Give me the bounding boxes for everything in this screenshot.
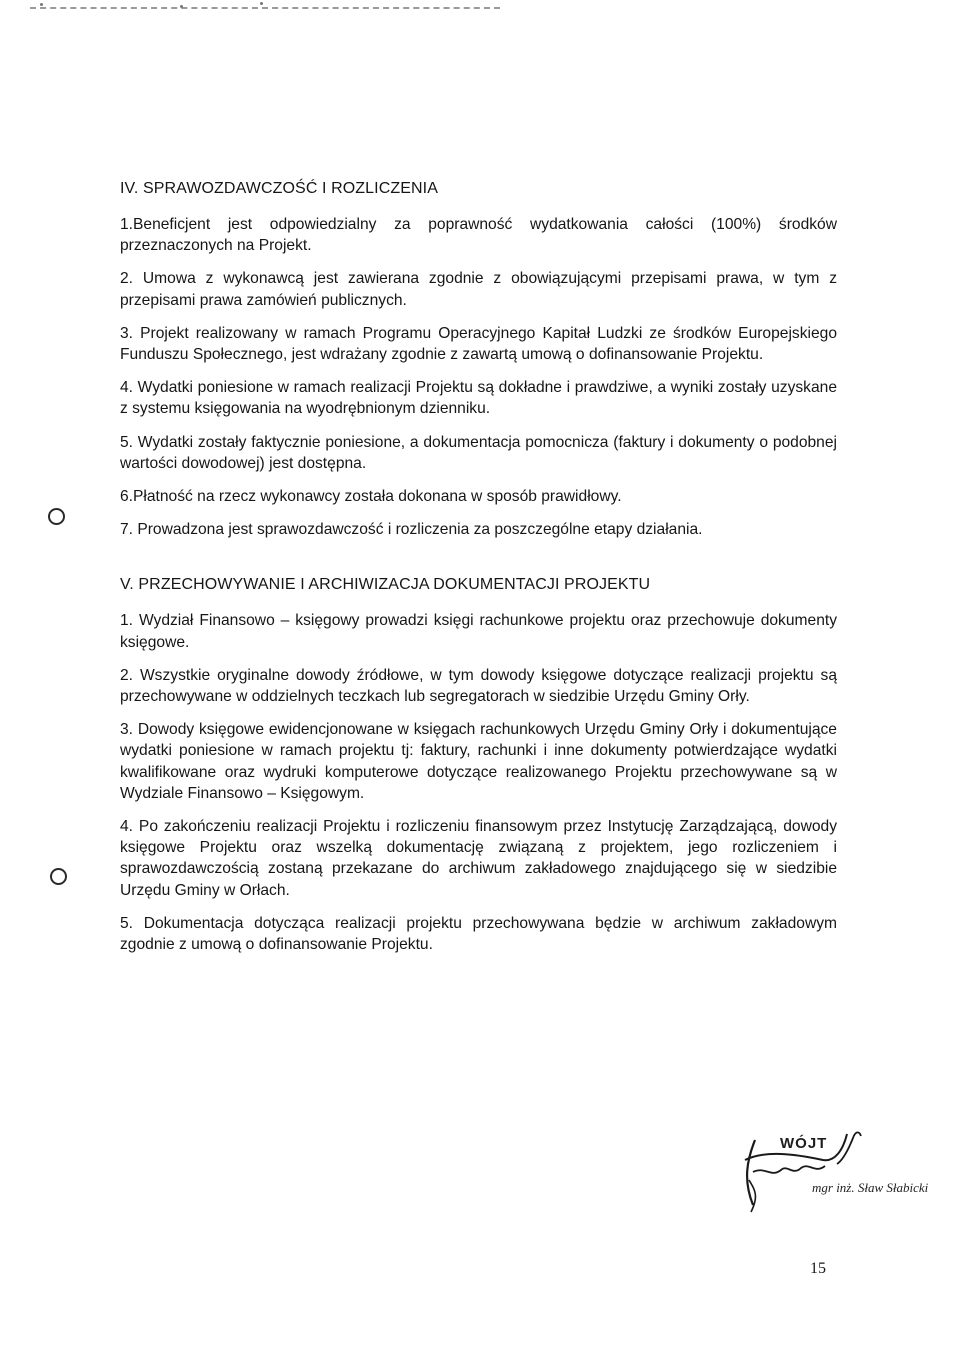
page-number: 15 <box>810 1260 826 1277</box>
section-title-reporting: IV. SPRAWOZDAWCZOŚĆ I ROZLICZENIA <box>120 180 438 197</box>
scan-artifact-line <box>30 7 500 9</box>
punch-hole-icon <box>50 868 67 885</box>
section5-item-3: 3. Dowody księgowe ewidencjonowane w księgach rachunkowych Urzędu Gminy Orły i dokumentujące wydatki poniesione w ramach projektu tj: faktury, rachunki i inne dokumenty potwierdzające wydatki kwalifikowane oraz wydruki komputerowe dotyczące realizowanego Projektu przechowywane są w Wydziale Finansowo – Księgowym. <box>120 721 837 802</box>
section-title-archiving: V. PRZECHOWYWANIE I ARCHIWIZACJA DOKUMENTACJI PROJEKTU <box>120 576 651 594</box>
section5-item-4: 4. Po zakończeniu realizacji Projektu i rozliczeniu finansowym przez Instytucję Zarządzającą, dowody księgowe Projektu oraz wszelką dokumentację związaną z projektem, jego rozliczeniem i sprawozdawczością zostaną przekazane do archiwum zakładowego znajdującego się w siedzibie Urzędu Gminy w Orłach. <box>120 818 837 899</box>
document-body <box>120 180 837 967</box>
scan-speck <box>260 2 263 5</box>
section5-item-1: 1. Wydział Finansowo – księgowy prowadzi księgi rachunkowe projektu oraz przechowuje dokumenty księgowe. <box>120 612 837 651</box>
punch-hole-icon <box>48 508 65 525</box>
section4-item-1: 1.Beneficjent jest odpowiedzialny za poprawność wydatkowania całości (100%) środków przeznaczonych na Projekt. <box>120 216 837 255</box>
section4-item-7: 7. Prowadzona jest sprawozdawczość i rozliczenia za poszczególne etapy działania. <box>120 521 703 539</box>
signature-name: mgr inż. Sław Słabicki <box>812 1180 929 1195</box>
section5-item-5: 5. Dokumentacja dotycząca realizacji projektu przechowywana będzie w archiwum zakładowym zgodnie z umową o dofinansowanie Projektu. <box>120 914 837 954</box>
scan-top-edge <box>0 0 960 12</box>
section5-item-2: 2. Wszystkie oryginalne dowody źródłowe, w tym dowody księgowe dotyczące realizacji projektu są przechowywane w oddzielnych teczkach lub segregatorach w siedzibie Urzędu Gminy Orły. <box>120 666 837 706</box>
svg-text:WÓJT: WÓJT <box>780 1135 828 1152</box>
scan-speck <box>180 5 183 8</box>
handwritten-signature-icon <box>725 1120 895 1220</box>
scan-speck <box>40 3 43 6</box>
section4-item-6: 6.Płatność na rzecz wykonawcy została dokonana w sposób prawidłowy. <box>120 488 622 506</box>
section4-item-2: 2. Umowa z wykonawcą jest zawierana zgodnie z obowiązującymi przepisami prawa, w tym z przepisami prawa zamówień publicznych. <box>120 270 837 309</box>
section4-item-5: 5. Wydatki zostały faktycznie poniesione, a dokumentacja pomocnicza (faktury i dokumenty o podobnej wartości dowodowej) jest dostępna. <box>120 433 837 472</box>
section4-item-3: 3. Projekt realizowany w ramach Programu Operacyjnego Kapitał Ludzki ze środków Europejskiego Funduszu Społecznego, jest wdrażany zgodnie z zawartą umową o dofinansowanie Projektu. <box>120 324 837 364</box>
section4-item-4: 4. Wydatki poniesione w ramach realizacji Projektu są dokładne i prawdziwe, a wyniki zostały uzyskane z systemu księgowania na wyodrębnionym dzienniku. <box>120 379 837 418</box>
signature-stamp <box>725 1120 895 1220</box>
